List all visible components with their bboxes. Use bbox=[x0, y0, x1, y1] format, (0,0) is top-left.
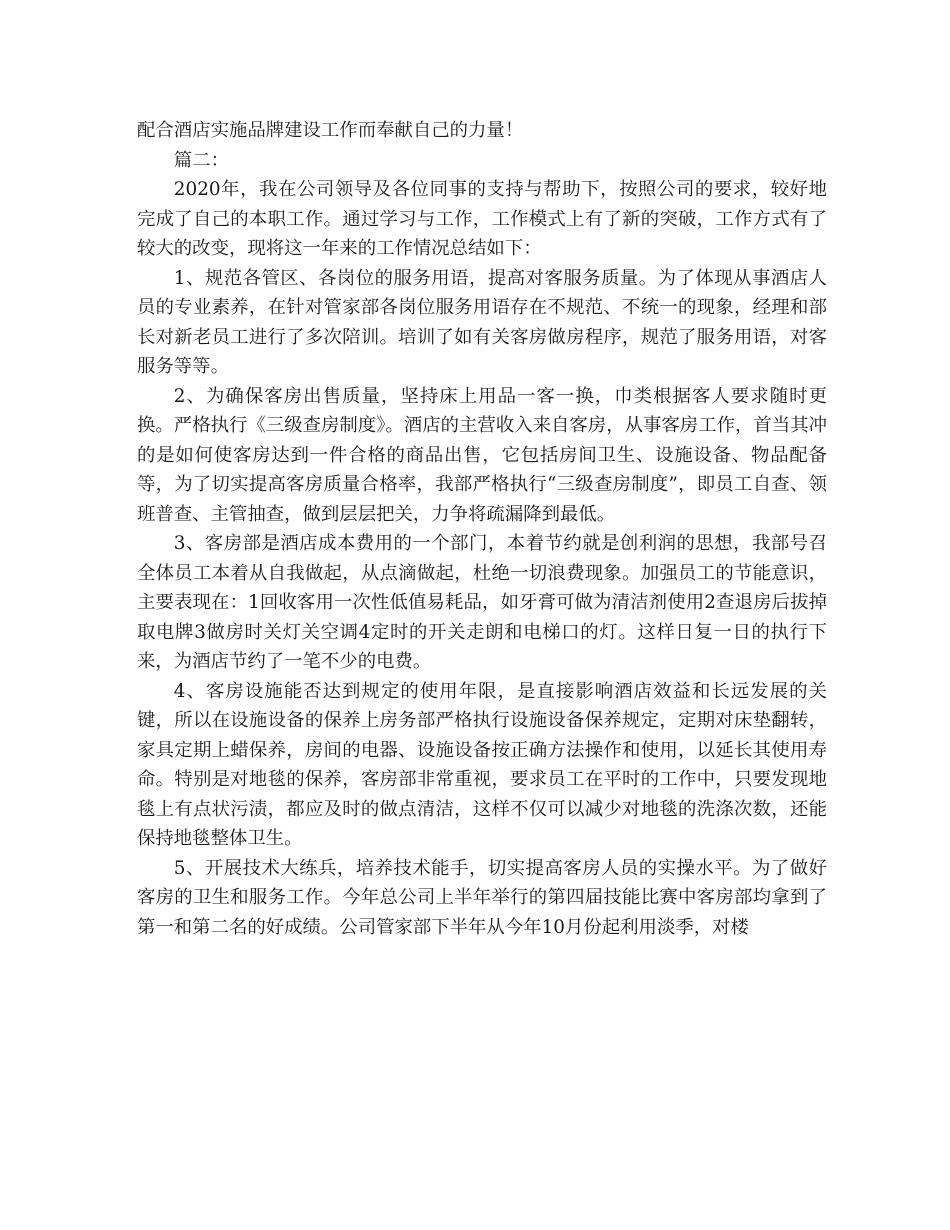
document-body bbox=[137, 116, 827, 942]
paragraph-intro: 2020年，我在公司领导及各位同事的支持与帮助下，按照公司的要求，较好地完成了自己的本职工作。通过学习与工作，工作模式上有了新的突破，工作方式有了较大的改变，现将这一年来的工作情况总结如下： bbox=[137, 179, 827, 259]
paragraph-item-3: 3、客房部是酒店成本费用的一个部门，本着节约就是创利润的思想，我部号召全体员工本着从自我做起，从点滴做起，杜绝一切浪费现象。加强员工的节能意识，主要表现在：1回收客用一次性低值易耗品，如牙膏可做为清洁剂使用2查退房后拔掉取电牌3做房时关灯关空调4定时的开关走朗和电梯口的灯。这样日复一日的执行下来，为酒店节约了一笔不少的电费。 bbox=[137, 533, 827, 672]
paragraph-item-2: 2、为确保客房出售质量，坚持床上用品一客一换，巾类根据客人要求随时更换。严格执行《三级查房制度》。酒店的主营收入来自客房，从事客房工作，首当其冲的是如何使客房达到一件合格的商品出售，它包括房间卫生、设施设备、物品配备等，为了切实提高客房质量合格率，我部严格执行“三级查房制度”，即员工自查、领班普查、主管抽查，做到层层把关，力争将疏漏降到最低。 bbox=[137, 385, 827, 525]
paragraph-item-1: 1、规范各管区、各岗位的服务用语，提高对客服务质量。为了体现从事酒店人员的专业素养，在针对管家部各岗位服务用语存在不规范、不统一的现象，经理和部长对新老员工进行了多次陪训。培训了如有关客房做房程序，规范了服务用语，对客服务等等。 bbox=[137, 267, 827, 377]
section-heading: 篇二： bbox=[173, 149, 229, 171]
paragraph-item-5: 5、开展技术大练兵，培养技术能手，切实提高客房人员的实操水平。为了做好客房的卫生和服务工作。今年总公司上半年举行的第四届技能比赛中客房部均拿到了第一和第二名的好成绩。公司管家部下半年从今年10月份起利用淡季，对楼 bbox=[137, 857, 827, 938]
paragraph-continuation: 配合酒店实施品牌建设工作而奉献自己的力量！ bbox=[137, 120, 524, 141]
paragraph-item-4: 4、客房设施能否达到规定的使用年限，是直接影响酒店效益和长远发展的关键，所以在设施设备的保养上房务部严格执行设施设备保养规定，定期对床垫翻转，家具定期上蜡保养，房间的电器、设施设备按正确方法操作和使用，以延长其使用寿命。特别是对地毯的保养，客房部非常重视，要求员工在平时的工作中，只要发现地毯上有点状污渍，都应及时的做点清洁，这样不仅可以减少对地毯的洗涤次数，还能保持地毯整体卫生。 bbox=[137, 680, 827, 849]
